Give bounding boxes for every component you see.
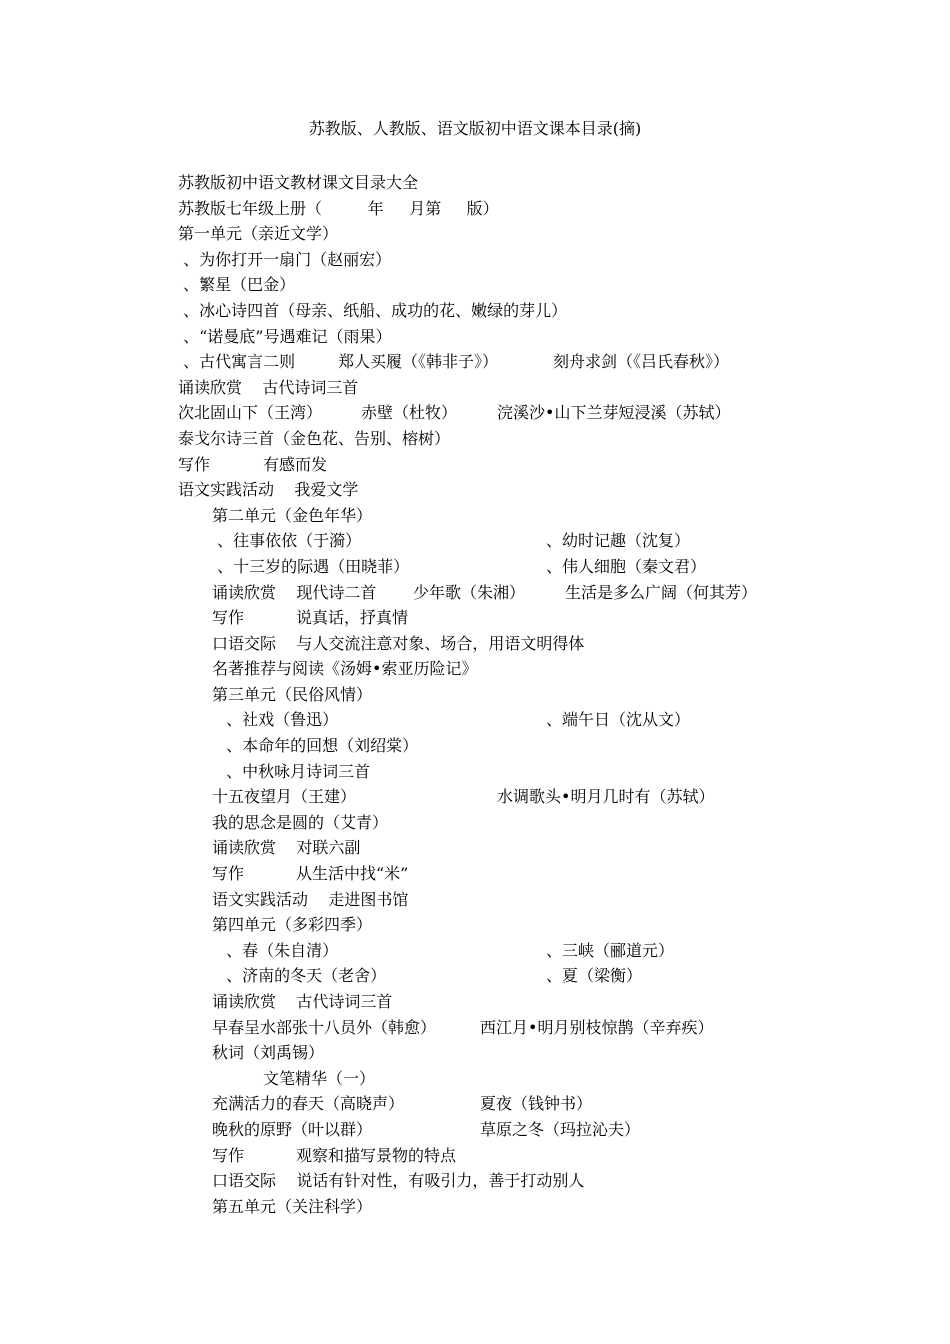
toc-line [0,196,950,222]
toc-line [0,938,950,964]
toc-line-text: 、“诺曼底”号遇难记（雨果） [178,326,392,346]
toc-line-text: 第五单元（关注科学） [212,1196,373,1216]
toc-line-text: 第一单元（亲近文学） [178,224,339,244]
document-title: 苏教版、人教版、语文版初中语文课本目录(摘) [308,119,642,138]
toc-line-text: 口语交际 与人交流注意对象、场合，用语文明得体 [212,633,585,653]
toc-line-text: 、伟人细胞（秦文君） [546,556,707,576]
toc-line [0,912,950,938]
toc-line [0,349,950,375]
toc-line-text: 观察和描写景物的特点 [296,1145,457,1165]
toc-line-text: 草原之冬（玛拉沁夫） [480,1119,641,1139]
toc-line-text: 水调歌头•明月几时有（苏轼） [497,787,715,807]
toc-line-text: 晚秋的原野（叶以群） [212,1119,373,1139]
toc-line-text: 、古代寓言二则 [178,352,296,372]
toc-line-text: 十五夜望月（王建） [212,787,357,807]
toc-line [0,963,950,989]
toc-line [0,400,950,426]
toc-line-text: 、为你打开一扇门（赵丽宏） [178,249,392,269]
toc-line-text: 刻舟求剑（《吕氏春秋》） [553,352,730,372]
toc-line [0,528,950,554]
toc-line [0,272,950,298]
toc-line-text: 夏夜（钱钟书） [480,1094,593,1114]
toc-line-text: 写作 [212,864,245,884]
toc-line [0,1091,950,1117]
toc-line-text: 郑人买履（《韩非子》） [338,352,499,372]
toc-line-text: 我的思念是圆的（艾青） [212,812,389,832]
toc-line-text: 、端午日（沈从文） [546,710,691,730]
toc-line-text: 、济南的冬天（老舍） [221,966,387,986]
toc-line [0,1168,950,1194]
toc-line [0,656,950,682]
toc-line-text: 文笔精华（一） [263,1068,376,1088]
toc-line-text: 、春（朱自清） [221,940,339,960]
toc-line-text: 、往事依依（于漪） [212,531,362,551]
toc-line-text: 诵读欣赏 对联六副 [212,838,361,858]
toc-line [0,682,950,708]
toc-line-text: 、夏（梁衡） [546,966,643,986]
toc-line-text: 、中秋咏月诗词三首 [221,761,371,781]
toc-line-text: 少年歌（朱湘） [413,582,526,602]
toc-line-text: 、冰心诗四首（母亲、纸船、成功的花、嫩绿的芽儿） [178,300,568,320]
toc-line-text: 、本命年的回想（刘绍棠） [221,736,419,756]
toc-line [0,1040,950,1066]
toc-line-text: 语文实践活动 走进图书馆 [212,889,409,909]
toc-line-text: 充满活力的春天（高晓声） [212,1094,405,1114]
toc-line-text: 写作 [212,1145,245,1165]
toc-line-text: 苏教版初中语文教材课文目录大全 [178,173,419,192]
toc-line [0,221,950,247]
toc-line-text: 西江月•明月别枝惊鹊（辛弃疾） [480,1017,714,1037]
toc-line-text: 赤壁（杜牧） [361,403,458,423]
toc-line-text: 、三峡（郦道元） [546,940,675,960]
toc-line-text: 从生活中找“米” [296,864,409,884]
toc-line-text: 、繁星（巴金） [178,275,296,295]
toc-line [0,1117,950,1143]
toc-line-text: 生活是多么广阔（何其芳） [565,582,758,602]
toc-line-text: 、社戏（鲁迅） [221,710,339,730]
toc-line-text: 有感而发 [263,454,328,474]
toc-line [0,375,950,401]
toc-line-text: 、幼时记趣（沈复） [546,531,691,551]
toc-line [0,426,950,452]
toc-line [0,810,950,836]
toc-line-text: 早春呈水部张十八员外（韩愈） [212,1017,437,1037]
toc-line [0,1066,950,1092]
toc-line [0,1143,950,1169]
toc-line-text: 写作 [212,608,245,628]
toc-line [0,298,950,324]
toc-line [0,861,950,887]
toc-line-text: 诵读欣赏 现代诗二首 [212,582,377,602]
toc-line [0,1015,950,1041]
toc-line-text: 诵读欣赏 古代诗词三首 [212,992,393,1011]
toc-line [0,631,950,657]
toc-lines [0,170,950,1219]
toc-line [0,707,950,733]
toc-line [0,247,950,273]
toc-line-text: 名著推荐与阅读《汤姆•索亚历险记》 [212,659,478,679]
toc-line-text: 语文实践活动 我爱文学 [178,480,359,500]
toc-line-text: 浣溪沙•山下兰芽短浸溪（苏轼） [497,403,731,423]
toc-line [0,1194,950,1220]
toc-line [0,170,950,196]
toc-line-text: 秋词（刘禹锡） [212,1043,325,1063]
toc-line [0,733,950,759]
toc-line-text: 次北固山下（王湾） [178,403,323,423]
toc-line [0,580,950,606]
toc-line-text: 写作 [178,454,211,474]
toc-line [0,989,950,1015]
toc-line-text: 苏教版七年级上册（ 年 月第 版） [178,198,499,218]
toc-line [0,887,950,913]
toc-line [0,503,950,529]
toc-line-text: 第三单元（民俗风情） [212,684,373,704]
toc-line-text: 第二单元（金色年华） [212,505,373,525]
toc-line [0,759,950,785]
toc-line-text: 说真话，抒真情 [296,608,409,628]
toc-line [0,605,950,631]
toc-line [0,452,950,478]
toc-line [0,554,950,580]
toc-line-text: 、十三岁的际遇（田晓菲） [212,556,410,576]
toc-line [0,477,950,503]
toc-line-text: 口语交际 说话有针对性，有吸引力，善于打动别人 [212,1171,585,1191]
toc-line-text: 第四单元（多彩四季） [212,915,373,935]
toc-line [0,784,950,810]
toc-line-text: 泰戈尔诗三首（金色花、告别、榕树） [178,428,451,448]
toc-line-text: 诵读欣赏 古代诗词三首 [178,377,359,397]
toc-line [0,324,950,350]
toc-line [0,835,950,861]
